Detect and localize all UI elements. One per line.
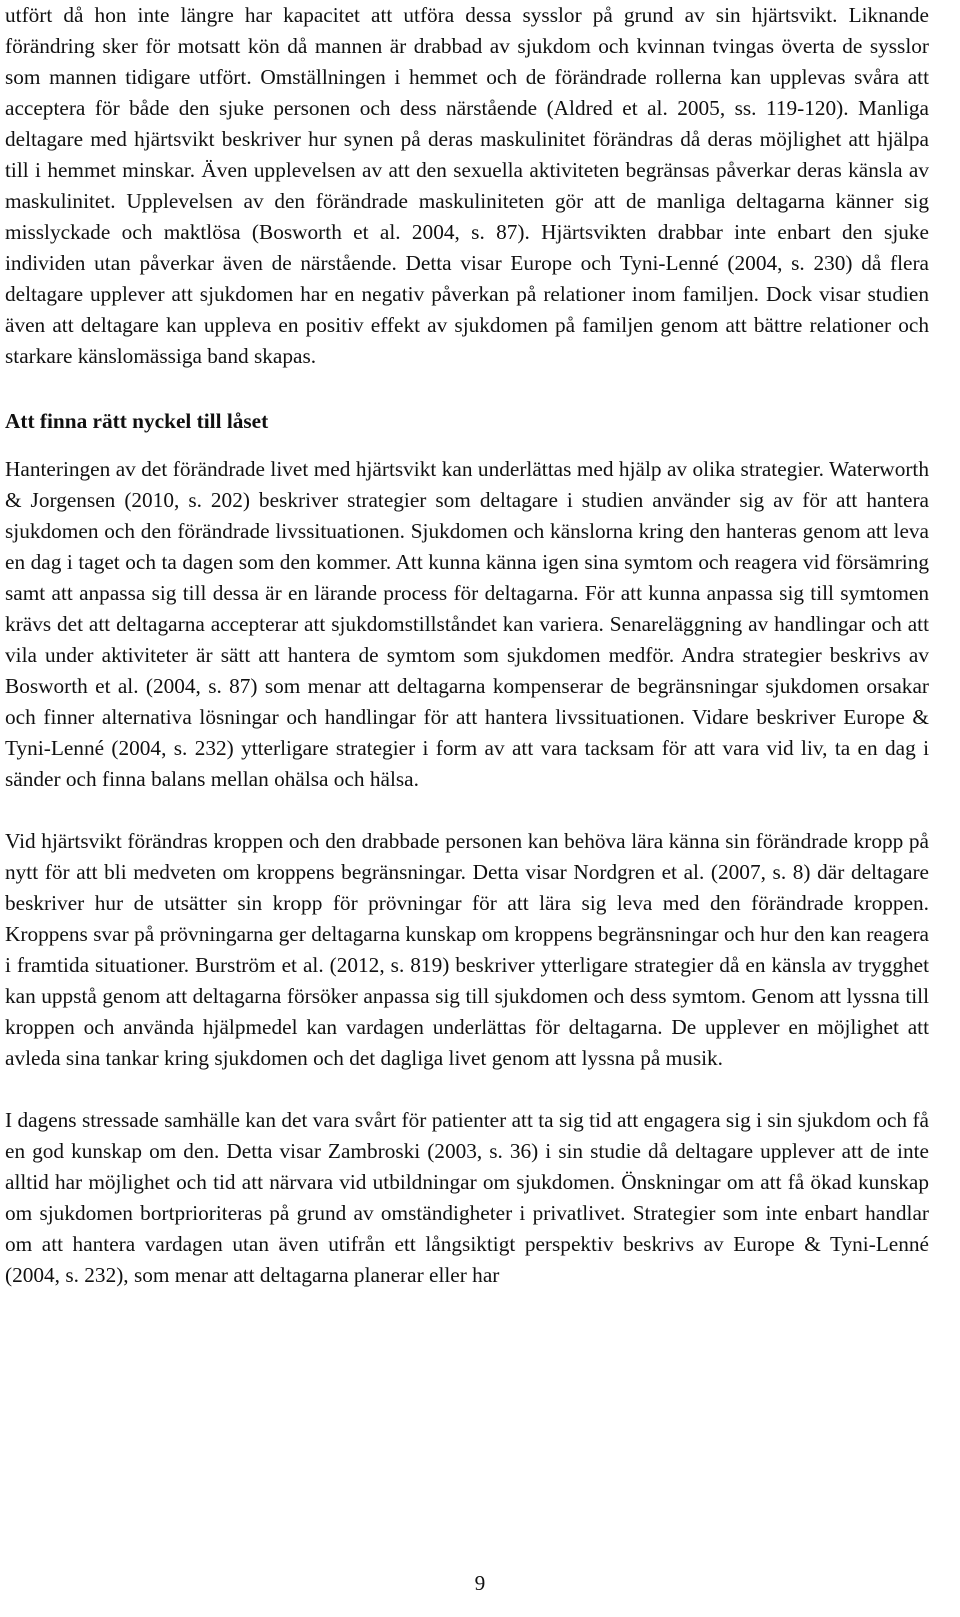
- body-paragraph: Hanteringen av det förändrade livet med hjärtsvikt kan underlättas med hjälp av olika strategier. Waterworth & Jorgensen (2010, s. 202) beskriver strategier som deltagare i studien använder sig av för att hantera sjukdomen och den förändrade livssituationen. Sjukdomen och känslorna kring den hanteras genom att leva en dag i taget och ta dagen som den kommer. Att kunna känna igen sina symtom och reagera vid försämring samt att anpassa sig till dessa är en lärande process för deltagarna. För att kunna anpassa sig till symtomen krävs det att deltagarna accepterar att sjukdomstillståndet kan variera. Senareläggning av handlingar och att vila under aktiviteter är sätt att hantera de symtom som sjukdomen medför. Andra strategier beskrivs av Bosworth et al. (2004, s. 87) som menar att deltagarna kompenserar de begränsningar sjukdomen orsakar och finner alternativa lösningar och handlingar för att hantera livssituationen. Vidare beskriver Europe & Tyni-Lenné (2004, s. 232) ytterligare strategier i form av att vara tacksam för att vara vid liv, ta en dag i sänder och finna balans mellan ohälsa och hälsa.: [5, 457, 929, 791]
- document-page: [5, 0, 929, 1291]
- body-paragraph: I dagens stressade samhälle kan det vara svårt för patienter att ta sig tid att engagera sig i sin sjukdom och få en god kunskap om den. Detta visar Zambroski (2003, s. 36) i sin studie då deltagare upplever att de inte alltid har möjlighet och tid att närvara vid utbildningar om sjukdomen. Önskningar om att få ökad kunskap om sjukdomen bortprioriteras på grund av omständigheter i privatlivet. Strategier som inte enbart handlar om att hantera vardagen utan även utifrån ett långsiktigt perspektiv beskrivs av Europe & Tyni-Lenné (2004, s. 232), som menar att deltagarna planerar eller har: [5, 1108, 929, 1287]
- page-number: 9: [474, 1571, 486, 1595]
- body-paragraph: Vid hjärtsvikt förändras kroppen och den drabbade personen kan behöva lära känna sin förändrade kropp på nytt för att bli medveten om kroppens begränsningar. Detta visar Nordgren et al. (2007, s. 8) där deltagare beskriver hur de utsätter sin kropp för prövningar för att lära sig leva med den förändrade kroppen. Kroppens svar på prövningarna ger deltagarna kunskap om kroppens begränsningar och hur den kan reagera i framtida situationer. Burström et al. (2012, s. 819) beskriver ytterligare strategier då en känsla av trygghet kan uppstå genom att deltagarna försöker anpassa sig till sjukdomen och dess symtom. Genom att lyssna till kroppen och använda hjälpmedel kan vardagen underlättas för deltagarna. De upplever en möjlighet att avleda sina tankar kring sjukdomen och det dagliga livet genom att lyssna på musik.: [5, 829, 929, 1070]
- section-heading: Att finna rätt nyckel till låset: [5, 409, 269, 433]
- body-paragraph: utfört då hon inte längre har kapacitet att utföra dessa sysslor på grund av sin hjärtsvikt. Liknande förändring sker för motsatt kön då mannen är drabbad av sjukdom och kvinnan tvingas överta de sysslor som mannen tidigare utfört. Omställningen i hemmet och de förändrade rollerna kan upplevas svåra att acceptera för både den sjuke personen och dess närstående (Aldred et al. 2005, ss. 119-120). Manliga deltagare med hjärtsvikt beskriver hur synen på deras maskulinitet förändras då deras möjlighet att hjälpa till i hemmet minskar. Även upplevelsen av att den sexuella aktiviteten begränsas påverkar deras känsla av maskulinitet. Upplevelsen av den förändrade maskuliniteten gör att de manliga deltagarna känner sig misslyckade och maktlösa (Bosworth et al. 2004, s. 87). Hjärtsvikten drabbar inte enbart den sjuke individen utan påverkar även de närstående. Detta visar Europe och Tyni-Lenné (2004, s. 230) då flera deltagare upplever att sjukdomen har en negativ påverkan på relationer inom familjen. Dock visar studien även att deltagare kan uppleva en positiv effekt av sjukdomen på familjen genom att bättre relationer och starkare känslomässiga band skapas.: [5, 3, 929, 368]
